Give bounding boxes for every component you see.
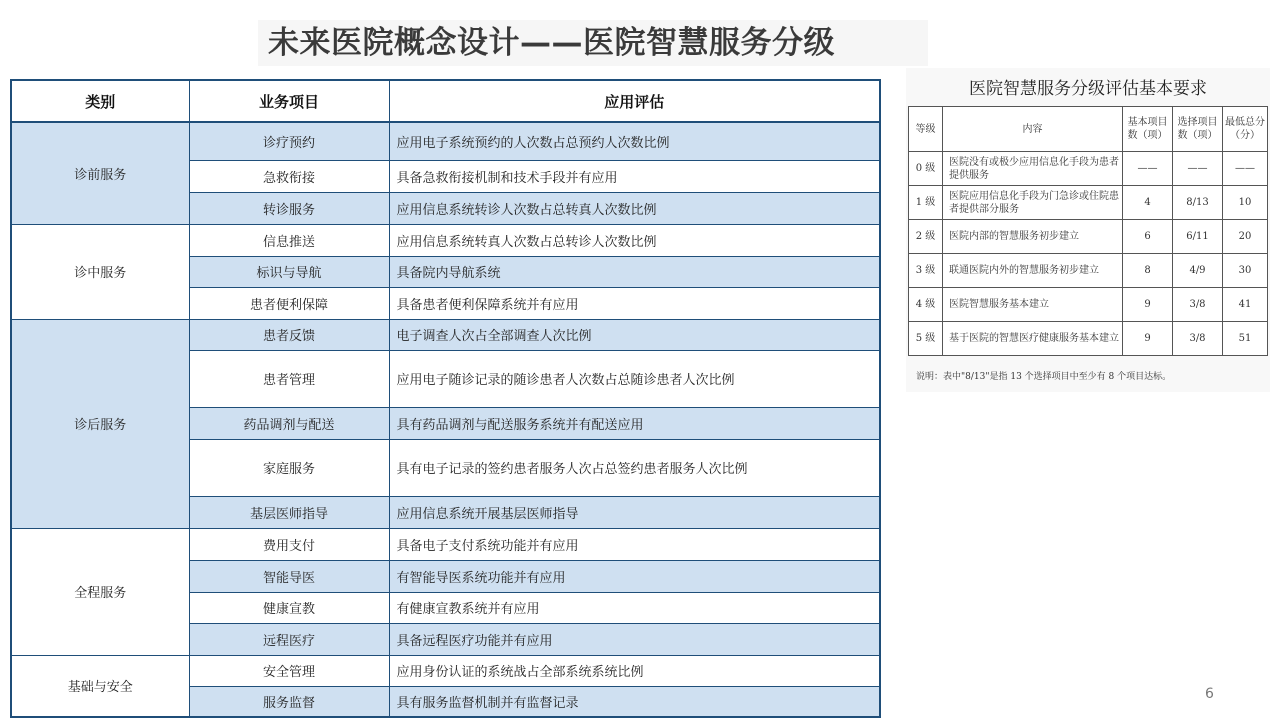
eval-cell: 具有电子记录的签约患者服务人次占总签约患者服务人次比例 (389, 439, 880, 496)
item-cell: 患者反馈 (189, 319, 389, 350)
header-item: 业务项目 (189, 80, 389, 122)
category-cell: 诊前服务 (11, 122, 189, 224)
level-grade: 1 级 (909, 186, 943, 220)
level-basic: 4 (1123, 186, 1173, 220)
level-min-score: 51 (1223, 322, 1268, 356)
level-header-min-score: 最低总分（分） (1223, 107, 1268, 152)
level-optional: 8/13 (1173, 186, 1223, 220)
level-header-content: 内容 (943, 107, 1123, 152)
table-row (11, 122, 880, 160)
item-cell: 患者管理 (189, 350, 389, 407)
item-cell: 基层医师指导 (189, 496, 389, 528)
level-grade: 4 级 (909, 288, 943, 322)
level-optional: 3/8 (1173, 288, 1223, 322)
eval-cell: 具有服务监督机制并有监督记录 (389, 686, 880, 717)
level-basic: 8 (1123, 254, 1173, 288)
service-items-table (10, 79, 881, 718)
slide-title: 未来医院概念设计——医院智慧服务分级 (258, 20, 928, 66)
item-cell: 服务监督 (189, 686, 389, 717)
level-header-optional: 选择项目数（项） (1173, 107, 1223, 152)
level-grade: 2 级 (909, 220, 943, 254)
level-header-row (909, 107, 1268, 152)
item-cell: 标识与导航 (189, 256, 389, 287)
level-grade: 0 级 (909, 152, 943, 186)
category-cell: 全程服务 (11, 528, 189, 655)
table-row (11, 224, 880, 256)
eval-cell: 具备患者便利保障系统并有应用 (389, 287, 880, 319)
level-header-basic: 基本项目数（项） (1123, 107, 1173, 152)
level-min-score: 41 (1223, 288, 1268, 322)
eval-cell: 应用信息系统开展基层医师指导 (389, 496, 880, 528)
eval-cell: 应用电子系统预约的人次数占总预约人次数比例 (389, 122, 880, 160)
level-basic: 6 (1123, 220, 1173, 254)
level-requirements-panel (906, 68, 1270, 392)
level-min-score: 10 (1223, 186, 1268, 220)
item-cell: 家庭服务 (189, 439, 389, 496)
level-optional: 3/8 (1173, 322, 1223, 356)
header-category: 类别 (11, 80, 189, 122)
item-cell: 费用支付 (189, 528, 389, 560)
category-cell: 诊中服务 (11, 224, 189, 319)
eval-cell: 有智能导医系统功能并有应用 (389, 560, 880, 592)
item-cell: 诊疗预约 (189, 122, 389, 160)
level-table-note: 说明：表中"8/13"是指 13 个选择项目中至少有 8 个项目达标。 (916, 372, 1172, 382)
category-cell: 基础与安全 (11, 655, 189, 717)
level-basic: 9 (1123, 322, 1173, 356)
level-min-score: 30 (1223, 254, 1268, 288)
level-requirements-table (908, 106, 1268, 356)
level-optional: 4/9 (1173, 254, 1223, 288)
item-cell: 药品调剂与配送 (189, 407, 389, 439)
eval-cell: 具备急救衔接机制和技术手段并有应用 (389, 160, 880, 192)
item-cell: 远程医疗 (189, 623, 389, 655)
header-evaluation: 应用评估 (389, 80, 880, 122)
item-cell: 智能导医 (189, 560, 389, 592)
eval-cell: 具有药品调剂与配送服务系统并有配送应用 (389, 407, 880, 439)
table-row (11, 655, 880, 686)
level-content: 医院内部的智慧服务初步建立 (943, 220, 1123, 254)
item-cell: 信息推送 (189, 224, 389, 256)
level-grade: 5 级 (909, 322, 943, 356)
level-basic: 9 (1123, 288, 1173, 322)
level-content: 医院应用信息化手段为门急诊或住院患者提供部分服务 (943, 186, 1123, 220)
level-table-title: 医院智慧服务分级评估基本要求 (969, 79, 1207, 99)
eval-cell: 应用信息系统转真人次数占总转诊人次数比例 (389, 224, 880, 256)
eval-cell: 应用身份认证的系统战占全部系统系统比例 (389, 655, 880, 686)
level-content: 医院没有或极少应用信息化手段为患者提供服务 (943, 152, 1123, 186)
level-row (909, 186, 1268, 220)
category-cell: 诊后服务 (11, 319, 189, 528)
level-row (909, 322, 1268, 356)
page-number: 6 (1205, 686, 1214, 702)
level-content: 联通医院内外的智慧服务初步建立 (943, 254, 1123, 288)
level-min-score: —— (1223, 152, 1268, 186)
level-header-grade: 等级 (909, 107, 943, 152)
level-row (909, 152, 1268, 186)
level-optional: —— (1173, 152, 1223, 186)
level-content: 基于医院的智慧医疗健康服务基本建立 (943, 322, 1123, 356)
item-cell: 健康宣教 (189, 592, 389, 623)
item-cell: 患者便利保障 (189, 287, 389, 319)
item-cell: 急救衔接 (189, 160, 389, 192)
eval-cell: 具备电子支付系统功能并有应用 (389, 528, 880, 560)
level-content: 医院智慧服务基本建立 (943, 288, 1123, 322)
table-row (11, 319, 880, 350)
level-min-score: 20 (1223, 220, 1268, 254)
level-row (909, 220, 1268, 254)
level-grade: 3 级 (909, 254, 943, 288)
eval-cell: 应用电子随诊记录的随诊患者人次数占总随诊患者人次比例 (389, 350, 880, 407)
level-row (909, 254, 1268, 288)
eval-cell: 有健康宣教系统并有应用 (389, 592, 880, 623)
item-cell: 转诊服务 (189, 192, 389, 224)
table-row (11, 528, 880, 560)
eval-cell: 应用信息系统转诊人次数占总转真人次数比例 (389, 192, 880, 224)
level-row (909, 288, 1268, 322)
eval-cell: 具备远程医疗功能并有应用 (389, 623, 880, 655)
level-basic: —— (1123, 152, 1173, 186)
eval-cell: 具备院内导航系统 (389, 256, 880, 287)
table-header-row (11, 80, 880, 122)
item-cell: 安全管理 (189, 655, 389, 686)
level-optional: 6/11 (1173, 220, 1223, 254)
eval-cell: 电子调查人次占全部调查人次比例 (389, 319, 880, 350)
